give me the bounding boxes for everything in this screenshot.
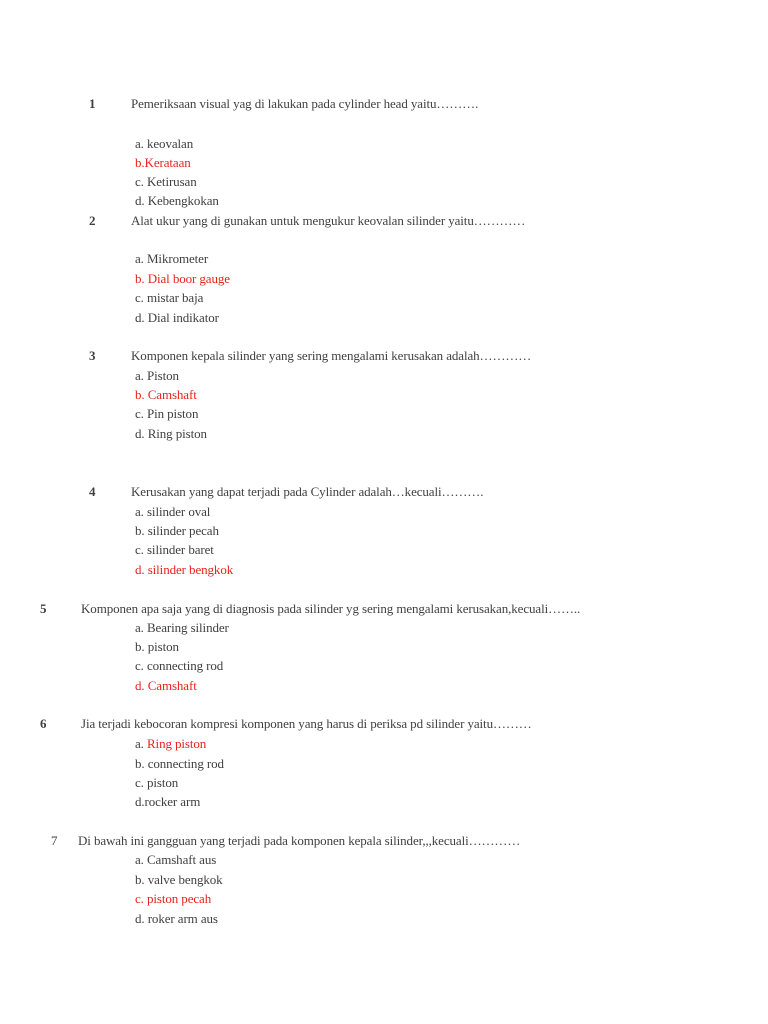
question-number: 5	[40, 601, 47, 616]
option-b: b. silinder pecah	[135, 523, 219, 538]
option-d-answer: d. silinder bengkok	[135, 562, 234, 577]
option-b: b. connecting rod	[135, 756, 224, 771]
question-number: 2	[89, 213, 96, 228]
option-a: a. Mikrometer	[135, 251, 209, 266]
question-text: Kerusakan yang dapat terjadi pada Cylinder adalah…kecuali……….	[131, 484, 484, 499]
option-a: a. Piston	[135, 368, 179, 383]
option-a	[135, 736, 206, 752]
option-d: d. Ring piston	[135, 426, 207, 441]
option-b-answer: b. Camshaft	[135, 387, 197, 402]
option-a-answer: Ring piston	[146, 736, 207, 751]
question-text: Jia terjadi kebocoran kompresi komponen yang harus di periksa pd silinder yaitu………	[81, 716, 532, 731]
option-b: b. valve bengkok	[135, 872, 223, 887]
option-c: c. mistar baja	[135, 290, 204, 305]
question-text: Alat ukur yang di gunakan untuk mengukur keovalan silinder yaitu…………	[131, 213, 526, 228]
option-a: a. keovalan	[135, 136, 194, 151]
question-text: Pemeriksaan visual yag di lakukan pada cylinder head yaitu……….	[131, 96, 479, 111]
option-d: d. Kebengkokan	[135, 193, 219, 208]
option-d: d.rocker arm	[135, 794, 201, 809]
option-d: d. roker arm aus	[135, 911, 218, 926]
option-c-answer: c. piston pecah	[135, 891, 212, 906]
option-d-answer: d. Camshaft	[135, 678, 197, 693]
option-b: b. piston	[135, 639, 179, 654]
option-c: c. Pin piston	[135, 406, 199, 421]
option-d: d. Dial indikator	[135, 310, 219, 325]
option-b-answer: b. Dial boor gauge	[135, 271, 230, 286]
question-text: Di bawah ini gangguan yang terjadi pada komponen kepala silinder,,,kecuali…………	[78, 833, 521, 848]
option-c: c. Ketirusan	[135, 174, 197, 189]
question-number: 3	[89, 348, 96, 363]
question-number: 6	[40, 716, 47, 731]
option-c: c. silinder baret	[135, 542, 214, 557]
option-c: c. connecting rod	[135, 658, 224, 673]
option-a: a. silinder oval	[135, 504, 211, 519]
question-text: Komponen apa saja yang di diagnosis pada silinder yg sering mengalami kerusakan,kecuali……..	[81, 601, 581, 616]
question-text: Komponen kepala silinder yang sering mengalami kerusakan adalah…………	[131, 348, 532, 363]
question-number: 4	[89, 484, 96, 499]
option-c: c. piston	[135, 775, 179, 790]
question-number: 7	[51, 833, 58, 848]
option-a: a. Bearing silinder	[135, 620, 229, 635]
option-letter: a.	[135, 736, 144, 751]
option-a: a. Camshaft aus	[135, 852, 217, 867]
question-number: 1	[89, 96, 96, 111]
option-b-answer: b.Kerataan	[135, 155, 191, 170]
